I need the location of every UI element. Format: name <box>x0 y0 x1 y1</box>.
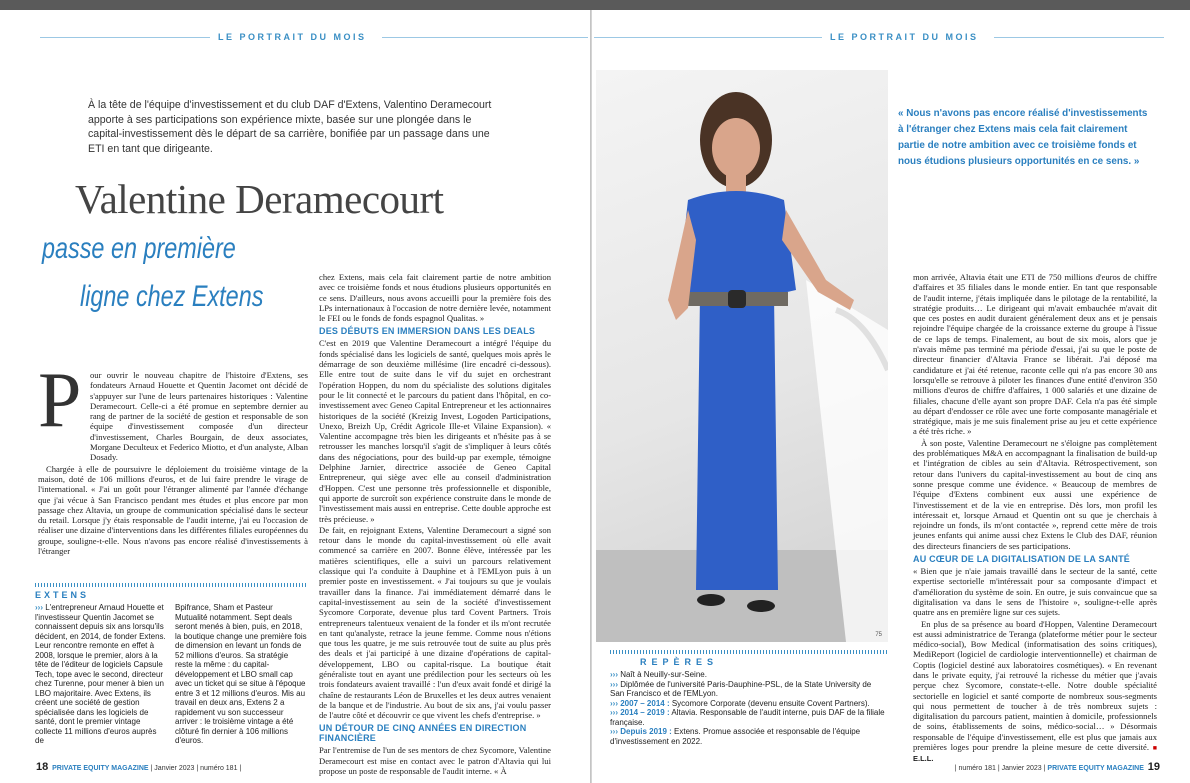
paragraph: chez Extens, mais cela fait clairement partie de notre ambition avec ce troisième fonds et nous étudions plusieurs opportunités en ce sens. D'ailleurs, nous avons accueilli pour la première fois des LPs internationaux à l'occasion de notre dernière levée, notamment le FEI ou le fonds de fonds espagnol Qualitas. » <box>319 272 551 324</box>
reperes-item <box>610 680 886 699</box>
reperes-box <box>610 650 888 746</box>
left-page <box>0 10 590 783</box>
reperes-item <box>610 708 886 727</box>
column-1 <box>38 356 308 557</box>
issue-info: | Janvier 2023 | numéro 181 | <box>150 765 242 772</box>
header-rule <box>40 37 210 38</box>
paragraph <box>913 619 1157 765</box>
pull-quote: « Nous n'avons pas encore réalisé d'investissements à l'étranger chez Extens mais cela fait clairement partie de notre ambition avec ce troisième fonds et nous étudions plusieurs opportunités en ce sens. » <box>898 107 1148 167</box>
chevron-triple-icon: ››› <box>35 603 43 612</box>
paragraph: Par l'entremise de l'un de ses mentors de chez Sycomore, Valentine Deramecourt est mise en contact avec le patron d'Altavia qui lui propose un poste de responsable de l'audit interne. « À <box>319 745 551 777</box>
page-folio-right <box>955 761 1160 773</box>
issue-info: | numéro 181 | Janvier 2023 | <box>954 765 1046 772</box>
section-header: LE PORTRAIT DU MOIS <box>830 32 979 42</box>
paragraph: Chargée à elle de poursuivre le déploiement du troisième vintage de la maison, doté de 106 millions d'euros, et de lui faire prendre le virage de l'international. « J'ai un goût pour l'étranger alimenté par l'année d'échange que j'ai vécue à San Francisco pendant mes études et plus encore par mon passage chez Altavia, un groupe de communication spécialisé dans le secteur du retail. Lorsque j'y étais responsable de l'audit interne, j'ai eu l'occasion de réaliser une dizaine d'interventions dans les différentes filiales européennes du groupe, souligne-t-elle. Nous n'avons pas encore réalisé d'investissements à l'étranger <box>38 463 308 557</box>
reperes-text: Altavia. Responsable de l'audit interne, puis DAF de la filiale française. <box>610 708 885 727</box>
reperes-year: 2007 – 2014 : <box>620 698 670 708</box>
article-title: Valentine Deramecourt <box>75 176 444 222</box>
reperes-item <box>610 699 886 709</box>
chevron-triple-icon: ››› <box>610 727 618 736</box>
chevron-triple-icon: ››› <box>610 670 618 679</box>
paragraph: De fait, en rejoignant Extens, Valentine Deramecourt a signé son retour dans le monde du capital-investissement où elle avait commencé sa carrière en 2007. Bonne élève, intéressée par les matières scientifiques, elle a suivi un parcours relativement classique qui l'a conduite à Dauphine et à l'EMLyon puis à un premier poste en investissement. « J'ai toujours su que je voulais travailler dans la finance. J'ai immédiatement démarré dans le capital-investissement au sein de la société d'investissement Sycomore Corporate, devenue plus tard Covent Partners. Trois entrepreneurs talentueux venaient de la fonder et ils m'ont recrutée en tant qu'analyste, retrace la jeune femme. Comme nous n'étions que tous les quatre, je me suis retrouvée tout de suite au plus près des deals et j'ai participé à une dizaine d'opérations de capital-développement, LBO ou capital-risque. La boutique était généraliste tout en ayant une prédilection pour les secteurs où les trois fondateurs avaient travaillé : l'un d'eux avait fondé et dirigé la chaîne de restaurants Léon de Bruxelles et les deux autres venaient de la banque et de l'industrie. Au bout de six ans, j'ai voulu passer de l'autre côté et découvrir ce que vivent les chefs d'entreprise. » <box>319 524 551 721</box>
reperes-item <box>610 727 886 746</box>
article-subtitle-line1: passe en première <box>42 232 236 265</box>
header-rule <box>594 37 822 38</box>
box-text: L'entrepreneur Arnaud Houette et l'investisseur Quentin Jacomet se connaissent depuis six ans lorsqu'ils décident, en 2014, de fonder Extens. Leur rencontre remonte en effet à 2008, lorsque le premier, alors à la tête de l'éditeur de logiciels Capsule Tech, tope avec le second, directeur chez Turenne, pour mener à bien un LBO majoritaire. Avec Extens, ils créent une société de gestion spécialisée dans les logiciels de santé, dont le premier vintage collecte 11 millions d'euros auprès de <box>35 603 166 745</box>
section-header: LE PORTRAIT DU MOIS <box>218 32 367 42</box>
header-rule <box>382 37 588 38</box>
reperes-year: Depuis 2019 : <box>620 727 672 736</box>
header-rule <box>994 37 1164 38</box>
paragraph: « Bien que je n'aie jamais travaillé dans le secteur de la santé, cette expertise sectorielle m'intéressait pour sa composante d'impact et d'amélioration du système de soin. En outre, je suis convaincue que sa digitalisation va dans le sens de l'histoire », souligne-t-elle après quatre ans en première ligne sur ces sujets. <box>913 566 1157 618</box>
chevron-triple-icon: ››› <box>610 679 618 689</box>
magazine-name: PRIVATE EQUITY MAGAZINE <box>1047 765 1144 772</box>
reperes-text: Diplômée de l'université Paris-Dauphine-PSL, de la State University de San Francisco et de l'EMLyon. <box>610 679 872 698</box>
portrait-photo <box>596 70 888 642</box>
column-2 <box>319 272 551 777</box>
photo-credit: 75 <box>875 632 882 638</box>
reperes-list <box>610 670 886 746</box>
subheading: UN DÉTOUR DE CINQ ANNÉES EN DIRECTION FINANCIÈRE <box>319 723 527 744</box>
reperes-text: Naît à Neuilly-sur-Seine. <box>620 670 707 679</box>
box-title: EXTENS <box>35 590 90 600</box>
page-folio-left <box>36 761 241 773</box>
paragraph: C'est en 2019 que Valentine Deramecourt a intégré l'équipe du fonds spécialisé dans les logiciels de santé, quelques mois après le démarrage de son deuxième millésime (lire encadré ci-dessous). Elle entre tout de suite dans le vif du sujet en orchestrant l'opération Hoppen, du nom du spécialiste des solutions digitales pour le lit connecté et le parcours du patient dans l'hôpital, en co-investissement avec Geneo Capital Entrepreneur et les actionnaires historiques de la société (Kreizig Invest, Logoden Participations, Unexo, Breizh Up, Crédit Agricole Ille-et Vilaine Expansion). « Valentine accompagne très bien les dirigeants et n'hésite pas à se retrousser les manches lorsqu'il s'agit de s'impliquer à leurs côtés dans des négociations, pour des build-up par exemple, témoigne Delphine Jarnier, directrice associée de Geneo Capital Entrepreneur, qui siège avec elle au conseil d'administration d'Hoppen. C'est une personne très professionnelle et disponible, qui apporte de surcroît son expérience construite dans le monde de l'investissement mais aussi en entreprise. Cette double approche est très précieuse. » <box>319 338 551 524</box>
paragraph: À son poste, Valentine Deramecourt ne s'éloigne pas complètement des problématiques M&A en accompagnant la finalisation de build-up et l'intégration de cibles au sein d'Altavia. Rétrospectivement, son retour dans l'univers du capital-investissement au bout de cinq ans sonne presque comme une évidence. « Beaucoup de membres de l'équipe d'Extens combinent eux aussi une expérience de l'investissement et de la vie en entreprise. Dès lors, mon profil les intéressait et, lorsque Arnaud et Quentin ont su que je cherchais à rejoindre un fonds, ils m'ont contactée », reprend cette mère de trois jeunes enfants qui anime aussi chez Extens le Club des DAF, réunion des directeurs financiers de ses participations. <box>913 437 1157 551</box>
box-text-left <box>35 603 167 746</box>
box-stripe <box>35 583 307 587</box>
drop-cap: P <box>38 356 82 443</box>
paragraph: mon arrivée, Altavia était une ETI de 750 millions d'euros de chiffre d'affaires et 35 filiales dans le monde entier. En tant que responsable de l'audit interne, j'étais impliquée dans le pilotage de la rentabilité, la stratégie produits… Le dirigeant qui m'avait embauchée m'avait dit que ces postes en audit duraient généralement deux ans et je pensais rejoindre l'équipe chargée de la croissance externe du groupe à l'issue de ce laps de temps. Finalement, au bout de six mois, alors que je n'avais même pas terminé ma période d'essai, j'ai su que le poste de directeur financier d'Altavia France se libérait. J'ai déposé ma candidature et j'ai été retenue, raconte celle qui n'a pas encore 30 ans lorsqu'elle se retrouve à piloter les finances d'une entité d'environ 350 millions d'euros de chiffre d'affaires, 1 000 salariés et une dizaine de filiales, chacune d'elle ayant son propre DAF. Cela n'a pas été simple au départ d'endosser ce rôle avec une forte composante managériale et stratégique, mais je me suis finalement prise au jeu et cette expérience a été très riche. » <box>913 272 1157 437</box>
page-number: 18 <box>36 761 49 773</box>
page-number: 19 <box>1147 761 1160 773</box>
right-page <box>592 10 1190 783</box>
subheading: AU CŒUR DE LA DIGITALISATION DE LA SANTÉ <box>913 554 1130 565</box>
box-text-right: Bpifrance, Sham et Pasteur Mutualité notamment. Sept deals seront menés à bien, puis, en 2018, la boutique change une première fois de dimension en levant un fonds de 52 millions d'euros. Sa stratégie reste la même : du capital-développement et LBO small cap avec un ticket qui se situe à l'époque entre 3 et 12 millions d'euros. Mis au travail en deux ans, Extens 2 a rapidement vu son successeur arriver : le troisième vintage a été clôturé fin dernier à 106 millions d'euros. <box>175 603 307 745</box>
paragraph: our ouvrir le nouveau chapitre de l'histoire d'Extens, ses fondateurs Arnaud Houette et Quentin Jacomet ont décidé de s'appuyer sur l'une de leurs partenaires historiques : Valentine Deramecourt. Celle-ci a été promue en septembre dernier au rang de partner de la société de gestion et responsable de son équipe d'investissement composée d'un directeur d'investissement, Charles Bourgain, de deux associates, Morgane Deculteux et Federico Miotto, et d'un analyste, Alban Dosady. <box>90 370 308 463</box>
signature: E.L.L. <box>913 754 934 764</box>
reperes-text: Sycomore Corporate (devenu ensuite Covent Partners). <box>671 698 870 708</box>
reperes-text: Extens. Promue associée et responsable de l'équipe d'investissement en 2022. <box>610 727 861 746</box>
paragraph-text: En plus de sa présence au board d'Hoppen, Valentine Deramecourt est aussi administratrice de Teranga (plateforme métier pour le secteur médico-social), Bow Medical (informatisation des soins critiques), MediReport (logiciel de cardiologie interventionnelle) et chairman de Coptis (logiciel destiné aux laboratoires cosmétiques). « En revenant dans le private equity, j'ai retrouvé la richesse du métier que j'avais perçue chez Sycomore, constate-t-elle. Notre double spécialité sectorielle en logiciel et santé comporte de nombreux sous-segments qui nous permettent de toucher à de très nombreux sujets : digitalisation du parcours patient, maintien à domicile, professionnels de soins, établissements de soins, médico-social… » Désormais responsable de l'équipe d'investissement, elle est plus que jamais aux premières loges pour prendre la pleine mesure de cette diversité. <box>913 618 1157 753</box>
end-mark-icon: ■ <box>1152 744 1157 753</box>
intro-text: À la tête de l'équipe d'investissement et du club DAF d'Extens, Valentino Deramecourt apporte à ses participations son expérience mixte, basée sur une plongée dans le capital-investissement dès le départ de sa carrière, bonifiée par un passage dans une ETI en tant que dirigeante. <box>88 99 492 155</box>
extens-box <box>35 583 307 746</box>
reperes-year: 2014 – 2019 : <box>620 708 670 717</box>
reperes-item <box>610 670 886 680</box>
magazine-name: PRIVATE EQUITY MAGAZINE <box>52 765 149 772</box>
column-3 <box>913 272 1157 766</box>
box-title: REPÈRES <box>640 657 719 667</box>
chevron-triple-icon: ››› <box>610 708 618 717</box>
chevron-triple-icon: ››› <box>610 698 618 708</box>
portrait-illustration <box>596 70 888 642</box>
article-subtitle-line2: ligne chez Extens <box>80 280 264 313</box>
subheading: DES DÉBUTS EN IMMERSION DANS LES DEALS <box>319 326 536 337</box>
gutter <box>590 10 592 783</box>
box-stripe <box>610 650 888 654</box>
